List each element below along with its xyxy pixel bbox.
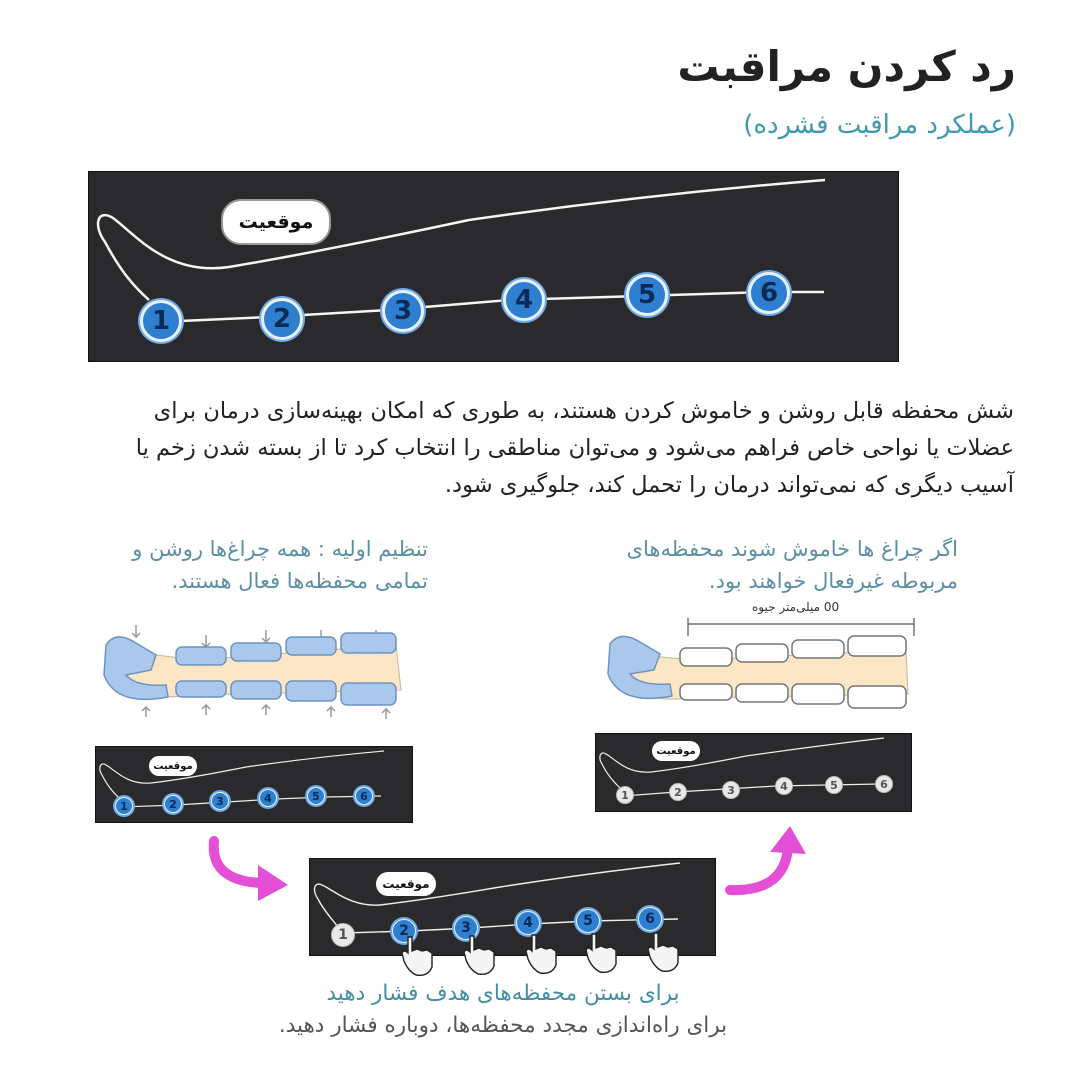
chamber-button-5[interactable] (825, 776, 843, 794)
chamber-button-label: 4 (264, 791, 272, 805)
center-location-label: موقعیت (382, 877, 430, 891)
right-note-line1: اگر چراغ ها خاموش شوند محفظه‌های (626, 537, 958, 561)
chamber-button-6[interactable] (355, 787, 373, 805)
left-location-label: موقعیت (153, 760, 193, 772)
right-control-panel (595, 733, 912, 812)
pointing-hand-icon (464, 936, 494, 974)
pointing-hand-icon (526, 935, 556, 973)
pressing-hands (310, 859, 715, 989)
pointing-hand-icon (402, 937, 432, 975)
chamber-button-4[interactable] (259, 789, 277, 807)
right-note-line2: مربوطه غیرفعال خواهند بود. (708, 569, 958, 593)
main-panel-graphic (89, 172, 898, 361)
left-location-badge (149, 756, 197, 776)
chamber-button-label: 5 (583, 913, 593, 929)
chamber-button-label: 6 (360, 789, 368, 803)
pointing-hand-icon (648, 933, 678, 971)
main-control-panel (88, 171, 899, 362)
chamber-button-label: 4 (514, 285, 534, 315)
chamber-button-3[interactable] (211, 792, 229, 810)
pressure-label: 00 میلی‌متر جیوه (752, 600, 840, 614)
chamber-button-label: 1 (151, 306, 171, 336)
right-note (627, 533, 958, 597)
chamber-button-label: 2 (169, 797, 177, 811)
arrow-right-icon (214, 841, 262, 883)
chamber-button-label: 2 (399, 923, 409, 939)
chamber-button-5[interactable] (307, 787, 325, 805)
chamber-button-2[interactable] (164, 795, 182, 813)
chamber-button-label: 5 (830, 778, 838, 792)
leg-outline (98, 180, 825, 300)
chamber-button-label: 6 (645, 911, 655, 927)
arrow-up-icon (730, 848, 788, 890)
chamber-button-3[interactable] (722, 781, 740, 799)
chamber-button-label: 3 (216, 794, 224, 808)
chamber-button-label: 3 (727, 783, 735, 797)
chamber-button-6[interactable] (748, 272, 790, 314)
chamber-button-label: 1 (120, 799, 128, 813)
chamber-button-label: 2 (272, 304, 292, 334)
chamber-button-5[interactable] (626, 274, 668, 316)
left-note-line1: تنظیم اولیه : همه چراغ‌ها روشن و (132, 537, 428, 561)
chamber-button-3[interactable] (382, 290, 424, 332)
chamber-button-label: 1 (621, 788, 629, 802)
location-badge (221, 199, 331, 245)
chamber-button-label: 4 (780, 779, 788, 793)
chamber-button-1[interactable] (140, 300, 182, 342)
right-location-badge (652, 741, 700, 761)
left-control-panel (95, 746, 413, 823)
chamber-button-label: 6 (880, 777, 888, 791)
chamber-button-label: 5 (637, 280, 657, 310)
chamber-button-label: 5 (312, 789, 320, 803)
chamber-button-label: 3 (461, 920, 471, 936)
chamber-button-2[interactable] (261, 298, 303, 340)
chamber-button-4[interactable] (775, 777, 793, 795)
chamber-button-label: 2 (674, 785, 682, 799)
chamber-button-label: 6 (759, 278, 779, 308)
flow-arrow-left (200, 835, 295, 905)
chamber-button-1[interactable] (616, 786, 634, 804)
page-subtitle: (عملکرد مراقبت فشرده) (743, 110, 1016, 140)
footer-line2: برای راه‌اندازی مجدد محفظه‌ها، دوباره فشار دهید. (278, 1013, 728, 1038)
measurement-line (688, 618, 914, 636)
chamber-button-label: 4 (523, 915, 533, 931)
page-title: رد کردن مراقبت (677, 42, 1016, 91)
left-note-line2: تمامی محفظه‌ها فعال هستند. (171, 569, 428, 593)
chamber-button-1[interactable] (115, 797, 133, 815)
pressure-arrows-bottom (142, 705, 390, 719)
leg-illustration-active (96, 615, 416, 725)
chamber-button-6[interactable] (875, 775, 893, 793)
button-track (159, 292, 824, 322)
flow-arrow-right (722, 822, 812, 902)
leg-illustration-inactive (596, 612, 926, 722)
description-text: شش محفظه قابل روشن و خاموش کردن هستند، به طوری که امکان بهینه‌سازی درمان برای عضلات یا نواحی خاص فراهم می‌شود و می‌توان مناطقی را انتخاب کرد تا از بسته شدن زخم یا آسیب دیگری که نمی‌تواند درمان را تحمل کند، جلوگیری شود. (135, 398, 1014, 498)
pointing-hand-icon (586, 934, 616, 972)
chamber-button-label: 3 (393, 296, 413, 326)
chamber-button-4[interactable] (503, 279, 545, 321)
left-note (132, 533, 428, 597)
chamber-button-label: 1 (338, 927, 348, 943)
chamber-button-2[interactable] (669, 783, 687, 801)
footer-line1: برای بستن محفظه‌های هدف فشار دهید (326, 981, 680, 1006)
center-control-panel (309, 858, 716, 956)
location-badge-label: موقعیت (238, 211, 314, 233)
right-location-label: موقعیت (656, 745, 696, 757)
